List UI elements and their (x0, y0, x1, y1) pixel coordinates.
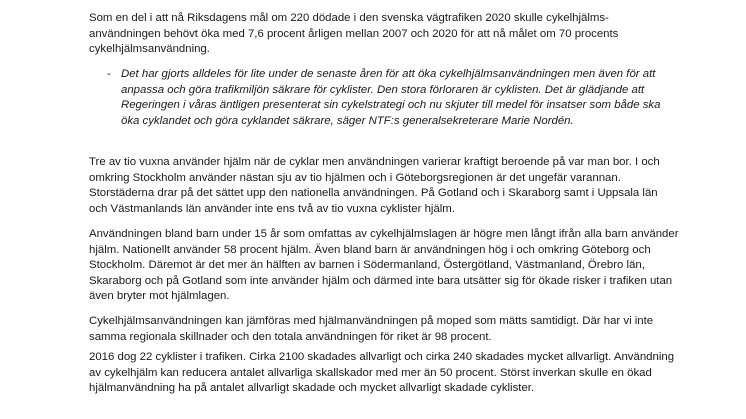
quote-block (107, 67, 667, 129)
statistics-paragraph: 2016 dog 22 cyklister i trafiken. Cirka 2100 skadades allvarligt och cirka 240 skadades mycket allvarligt. Användning av cykelhjälm kan reducera antalet allvarliga skallskador med mer än 50 procent. Störst inverkan skulle en ökad hjälmanvändning ha på antalet allvarligt skadade och mycket allvarligt skadade cyklister. (89, 351, 675, 395)
intro-paragraph: Som en del i att nå Riksdagens mål om 220 dödade i den svenska vägtrafiken 2020 skulle cykelhjälmsanvändningen behövt öka med 7,6 procent årligen mellan 2007 och 2020 för att nå målet om 70 procents cykelhjälmsanvändning. (89, 12, 619, 56)
quote-paragraph: Det har gjorts alldeles för lite under de senaste åren för att öka cykelhjälmsanvändningen men även för att anpassa och göra trafikmiljön säkrare för cyklister. Den stora förloraren är cyklisten. Det är glädjande att Regeringen i våras äntligen presenterat sin cykelstrategi och nu skjuter till medel för insatser som både ska öka cyklandet och göra cyklandet säkrare, säger NTF:s generalsekreterare Marie Nordén. (121, 68, 661, 127)
moped-paragraph: Cykelhjälmsanvändningen kan jämföras med hjälmanvändningen på moped som mätts samtidigt. Där har vi inte samma regionala skillnader och den totala användningen för riket är 98 procent. (89, 315, 654, 343)
adults-paragraph: Tre av tio vuxna använder hjälm när de cyklar men användningen varierar kraftigt beroende på var man bor. I och omkring Stockholm använder nästan sju av tio hjälmen och i Göteborgsregionen är det ungefär varannan. Storstäderna drar på det sättet upp den nationella användningen. På Gotland och i Skaraborg samt i Uppsala län och Västmanlands län använder inte ens två av tio vuxna cyklister hjälm. (89, 156, 660, 215)
quote-dash: - (107, 68, 111, 80)
children-paragraph: Användningen bland barn under 15 år som omfattas av cykelhjälmslagen är högre men långt ifrån alla barn använder hjälm. Nationellt använder 58 procent hjälm. Även bland barn är användningen hög i och omkring Göteborg och Stockholm. Däremot är det mer än hälften av barnen i Södermanland, Östergötland, Västmanland, Örebro län, Skaraborg och på Gotland som inte använder hjälm och därmed inte bara utsätter sig för ökade risker i trafiken utan även bryter mot hjälmlagen. (89, 228, 679, 303)
